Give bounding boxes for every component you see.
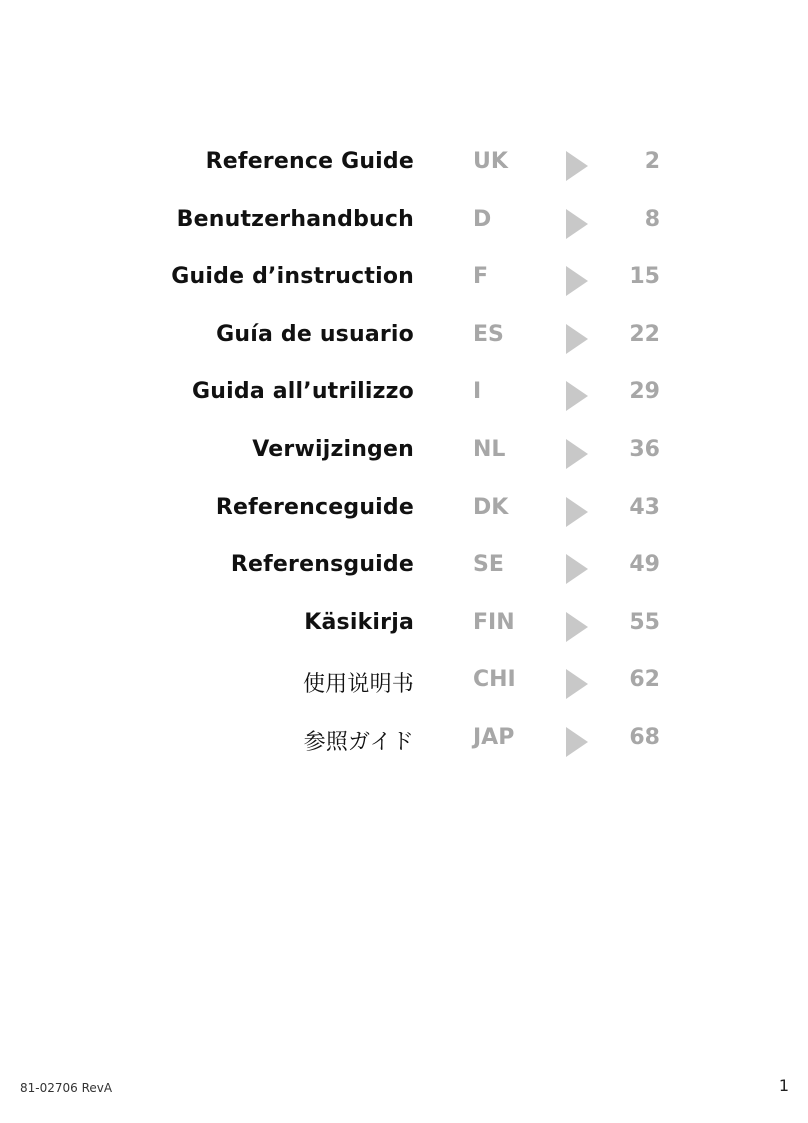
document-code: 81-02706 RevA bbox=[20, 1081, 113, 1095]
language-code: SE bbox=[473, 552, 504, 578]
toc-title: 使用说明书 bbox=[302, 672, 414, 698]
toc-title: Verwijzingen bbox=[252, 436, 414, 462]
toc-row-dk[interactable] bbox=[0, 483, 808, 541]
play-arrow-icon bbox=[566, 151, 588, 181]
page-reference: 43 bbox=[629, 494, 660, 520]
language-code: D bbox=[473, 206, 492, 232]
toc-title: Referenceguide bbox=[215, 494, 414, 520]
page-reference: 22 bbox=[629, 321, 660, 347]
language-code: DK bbox=[473, 494, 509, 520]
toc-row-es[interactable] bbox=[0, 310, 808, 368]
toc-title: Reference Guide bbox=[205, 149, 414, 174]
page-reference: 68 bbox=[629, 724, 660, 750]
play-arrow-icon bbox=[566, 266, 588, 296]
page-reference: 29 bbox=[629, 379, 660, 405]
language-code: NL bbox=[473, 436, 506, 462]
page-reference: 62 bbox=[629, 667, 660, 693]
toc-row-jap[interactable] bbox=[0, 713, 808, 771]
page-reference: 36 bbox=[629, 436, 660, 462]
toc-title: Benutzerhandbuch bbox=[176, 206, 414, 232]
play-arrow-icon bbox=[566, 612, 588, 642]
play-arrow-icon bbox=[566, 439, 588, 469]
page-reference: 8 bbox=[644, 206, 660, 232]
language-code: FIN bbox=[473, 609, 515, 635]
play-arrow-icon bbox=[566, 497, 588, 527]
play-arrow-icon bbox=[566, 727, 588, 757]
toc-title: Käsikirja bbox=[304, 609, 414, 635]
language-code: F bbox=[473, 264, 489, 290]
play-arrow-icon bbox=[566, 381, 588, 411]
language-code: JAP bbox=[473, 724, 515, 750]
toc-row-uk[interactable] bbox=[0, 137, 808, 195]
language-code: UK bbox=[473, 149, 508, 174]
language-code: I bbox=[473, 379, 482, 405]
toc-title: Guía de usuario bbox=[216, 321, 414, 347]
toc-title: Referensguide bbox=[230, 552, 414, 578]
page-reference: 2 bbox=[644, 149, 660, 174]
play-arrow-icon bbox=[566, 209, 588, 239]
toc-row-it[interactable] bbox=[0, 367, 808, 425]
toc-row-nl[interactable] bbox=[0, 425, 808, 483]
toc-title: Guide d’instruction bbox=[171, 264, 414, 290]
language-code: ES bbox=[473, 321, 504, 347]
toc-title: 参照ガイド bbox=[303, 729, 414, 755]
page-reference: 55 bbox=[629, 609, 660, 635]
language-index bbox=[0, 137, 808, 771]
play-arrow-icon bbox=[566, 324, 588, 354]
page-number: 1 bbox=[778, 1076, 789, 1095]
page-reference: 15 bbox=[629, 264, 660, 290]
play-arrow-icon bbox=[566, 669, 588, 699]
page-reference: 49 bbox=[629, 552, 660, 578]
toc-row-fr[interactable] bbox=[0, 252, 808, 310]
toc-row-fin[interactable] bbox=[0, 598, 808, 656]
toc-row-se[interactable] bbox=[0, 540, 808, 598]
play-arrow-icon bbox=[566, 554, 588, 584]
language-code: CHI bbox=[473, 667, 516, 693]
toc-row-de[interactable] bbox=[0, 195, 808, 253]
toc-title: Guida all’utrilizzo bbox=[192, 379, 414, 405]
toc-row-chi[interactable] bbox=[0, 655, 808, 713]
